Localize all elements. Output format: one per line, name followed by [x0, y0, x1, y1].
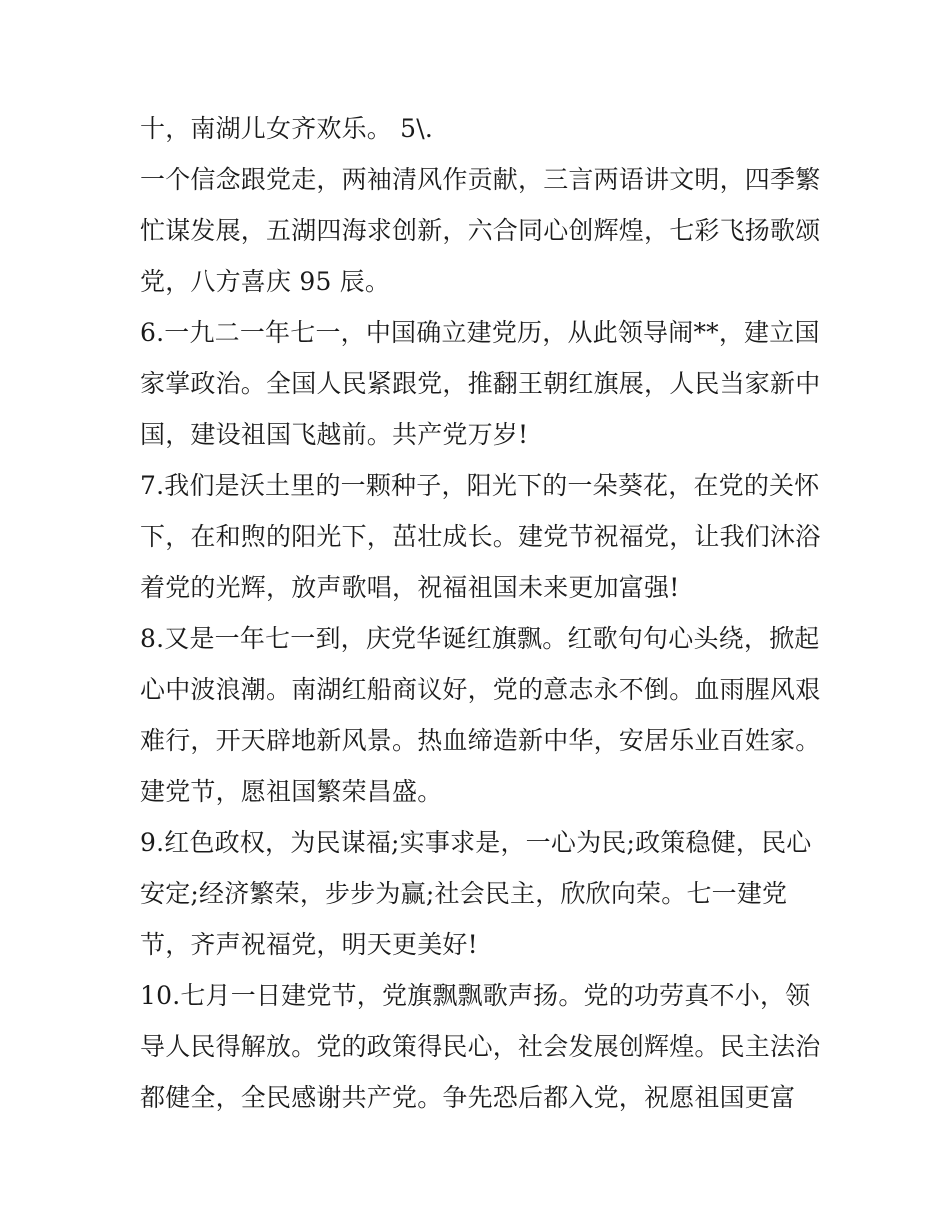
text-line: 都健全，全民感谢共产党。争先恐后都入党，祝愿祖国更富	[140, 1083, 796, 1112]
text-line: 十，南湖儿女齐欢乐。 5\.	[140, 114, 434, 143]
text-line: 8.又是一年七一到，庆党华诞红旗飘。红歌句句心头绕，掀起	[140, 624, 820, 653]
text-line: 6.一九二一年七一，中国确立建党历，从此领导闹**，建立国	[140, 318, 820, 347]
text-line: 一个信念跟党走，两袖清风作贡献，三言两语讲文明，四季繁	[140, 165, 821, 194]
text-line: 国，建设祖国飞越前。共产党万岁!	[140, 420, 529, 449]
text-line: 心中波浪潮。南湖红船商议好，党的意志永不倒。血雨腥风艰	[140, 675, 821, 704]
text-line: 忙谋发展，五湖四海求创新，六合同心创辉煌，七彩飞扬歌颂	[140, 216, 821, 245]
text-line: 家掌政治。全国人民紧跟党，推翻王朝红旗展，人民当家新中	[140, 369, 821, 398]
text-line: 安定;经济繁荣，步步为赢;社会民主，欣欣向荣。七一建党	[140, 879, 788, 908]
text-line: 下，在和煦的阳光下，茁壮成长。建党节祝福党，让我们沐浴	[140, 522, 821, 551]
text-line: 10.七月一日建党节，党旗飘飘歌声扬。党的功劳真不小，领	[140, 981, 811, 1010]
text-line: 节，齐声祝福党，明天更美好!	[140, 930, 478, 959]
text-line: 着党的光辉，放声歌唱，祝福祖国未来更加富强!	[140, 573, 680, 602]
text-line: 党，八方喜庆 95 辰。	[140, 267, 391, 296]
text-line: 难行，开天辟地新风景。热血缔造新中华，安居乐业百姓家。	[140, 726, 821, 755]
text-line: 9.红色政权，为民谋福;实事求是，一心为民;政策稳健，民心	[140, 828, 812, 857]
text-line: 建党节，愿祖国繁荣昌盛。	[140, 777, 443, 806]
text-line: 7.我们是沃土里的一颗种子，阳光下的一朵葵花，在党的关怀	[140, 471, 820, 500]
text-line: 导人民得解放。党的政策得民心，社会发展创辉煌。民主法治	[140, 1032, 821, 1061]
